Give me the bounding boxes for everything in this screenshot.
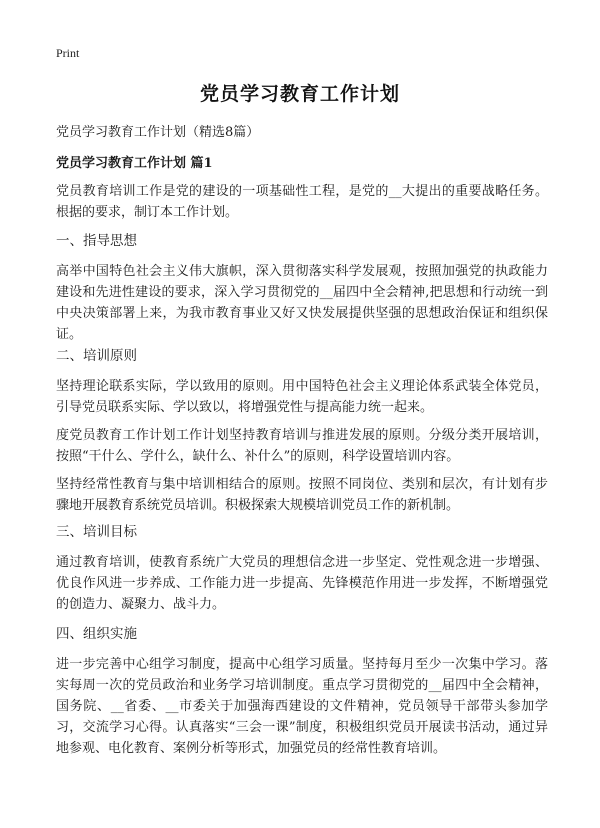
paragraph-organization: 进一步完善中心组学习制度，提高中心组学习质量。坚持每月至少一次集中学习。落实每周一次的党员政治和业务学习培训制度。重点学习贯彻党的__届四中全会精神，国务院、__省委、__市委关于加强海西建设的文件精神，党员领导干部带头参加学习，交流学习心得。认真落实“三会一课”制度，积极组织党员开展读书活动，通过异地参观、电化教育、案例分析等形式，加强党员的经常性教育培训。: [56, 657, 548, 756]
paragraph-principle-1: 坚持理论联系实际，学以致用的原则。用中国特色社会主义理论体系武装全体党员，引导党员联系实际、学以致以，将增强党性与提高能力统一起来。: [56, 379, 548, 415]
paragraph-guiding-ideology: 高举中国特色社会主义伟大旗帜，深入贯彻落实科学发展观，按照加强党的执政能力建设和先进性建设的要求，深入学习贯彻党的__届四中全会精神,把思想和行动统一到中央决策部署上来，为我市教育事业又好又快发展提供坚强的思想政治保证和组织保证。: [56, 264, 548, 342]
paragraph-principle-3: 坚持经常性教育与集中培训相结合的原则。按照不同岗位、类别和层次，有计划有步骤地开展教育系统党员培训。积极探索大规模培训党员工作的新机制。: [56, 477, 548, 513]
paragraph-intro: 党员教育培训工作是党的建设的一项基础性工程，是党的__大提出的重要战略任务。根据的要求，制订本工作计划。: [56, 184, 548, 220]
section-title: 党员学习教育工作计划 篇1: [56, 156, 213, 171]
print-link[interactable]: Print: [56, 46, 80, 60]
heading-training-principles: 二、培训原则: [56, 348, 137, 364]
heading-organization: 四、组织实施: [56, 626, 137, 642]
paragraph-training-goals: 通过教育培训，使教育系统广大党员的理想信念进一步坚定、党性观念进一步增强、优良作风进一步养成、工作能力进一步提高、先锋模范作用进一步发挥，不断增强党的创造力、凝聚力、战斗力。: [56, 555, 548, 612]
heading-guiding-ideology: 一、指导思想: [56, 233, 137, 249]
heading-training-goals: 三、培训目标: [56, 524, 137, 540]
paragraph-principle-2: 度党员教育工作计划工作计划坚持教育培训与推进发展的原则。分级分类开展培训，按照“干什么、学什么，缺什么、补什么”的原则，科学设置培训内容。: [56, 428, 548, 464]
page-title: 党员学习教育工作计划: [199, 83, 400, 105]
document-subtitle: 党员学习教育工作计划（精选8篇）: [56, 125, 260, 140]
